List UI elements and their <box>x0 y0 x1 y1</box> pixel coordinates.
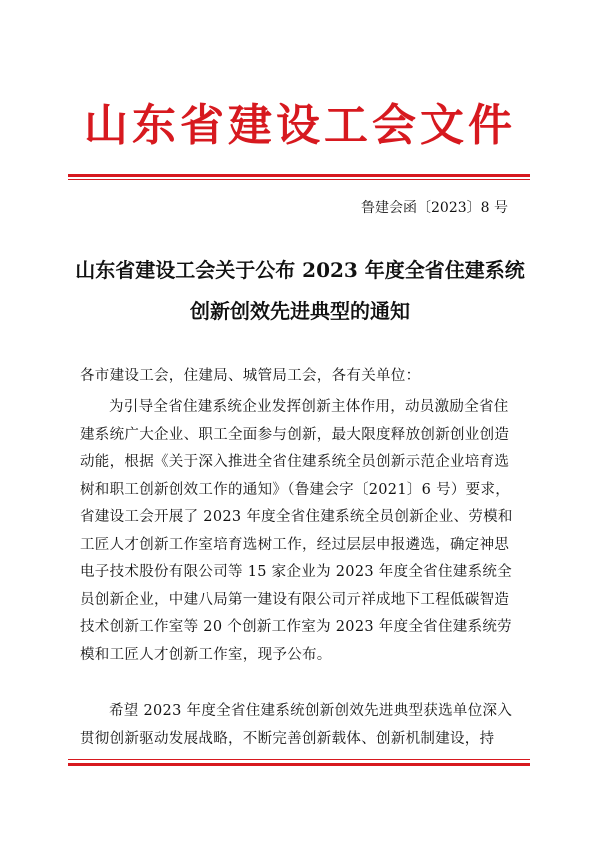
footer-rule-thin <box>68 759 530 760</box>
body-paragraph-1: 为引导全省住建系统企业发挥创新主体作用，动员激励全省住建系统广大企业、职工全面参与创新，最大限度释放创新创业创造动能，根据《关于深入推进全省住建系统全员创新示范企业培育选树和职工创新创效工作的通知》（鲁建会字〔2021〕6 号）要求，省建设工会开展了 2023 年度全省住建系统全员创新企业、劳模和工匠人才创新工作室培育选树工作，经过层层申报遴选，确定神思电子技术股份有限公司等 15 家企业为 2023 年度全省住建系统全员创新企业，中建八局第一建设有限公司亓祥成地下工程低碳智造技术创新工作室等 20 个创新工作室为 2023 年度全省住建系统劳模和工匠人才创新工作室，现予公布。 <box>80 399 513 663</box>
body-paragraph-2: 希望 2023 年度全省住建系统创新创效先进典型获选单位深入贯彻创新驱动发展战略，不断完善创新载体、创新机制建设，持 <box>80 703 513 747</box>
footer-rule-thick <box>68 763 530 766</box>
document-number: 鲁建会函〔2023〕8 号 <box>361 200 508 216</box>
title-line-2: 创新创效先进典型的通知 <box>190 299 410 323</box>
masthead-rule-thick <box>68 174 530 177</box>
masthead: 山东省建设工会文件 <box>84 100 516 151</box>
salutation: 各市建设工会，住建局、城管局工会，各有关单位： <box>80 368 421 384</box>
masthead-rule-thin <box>68 179 530 180</box>
title-line-1: 山东省建设工会关于公布 2023 年度全省住建系统 <box>75 258 525 282</box>
